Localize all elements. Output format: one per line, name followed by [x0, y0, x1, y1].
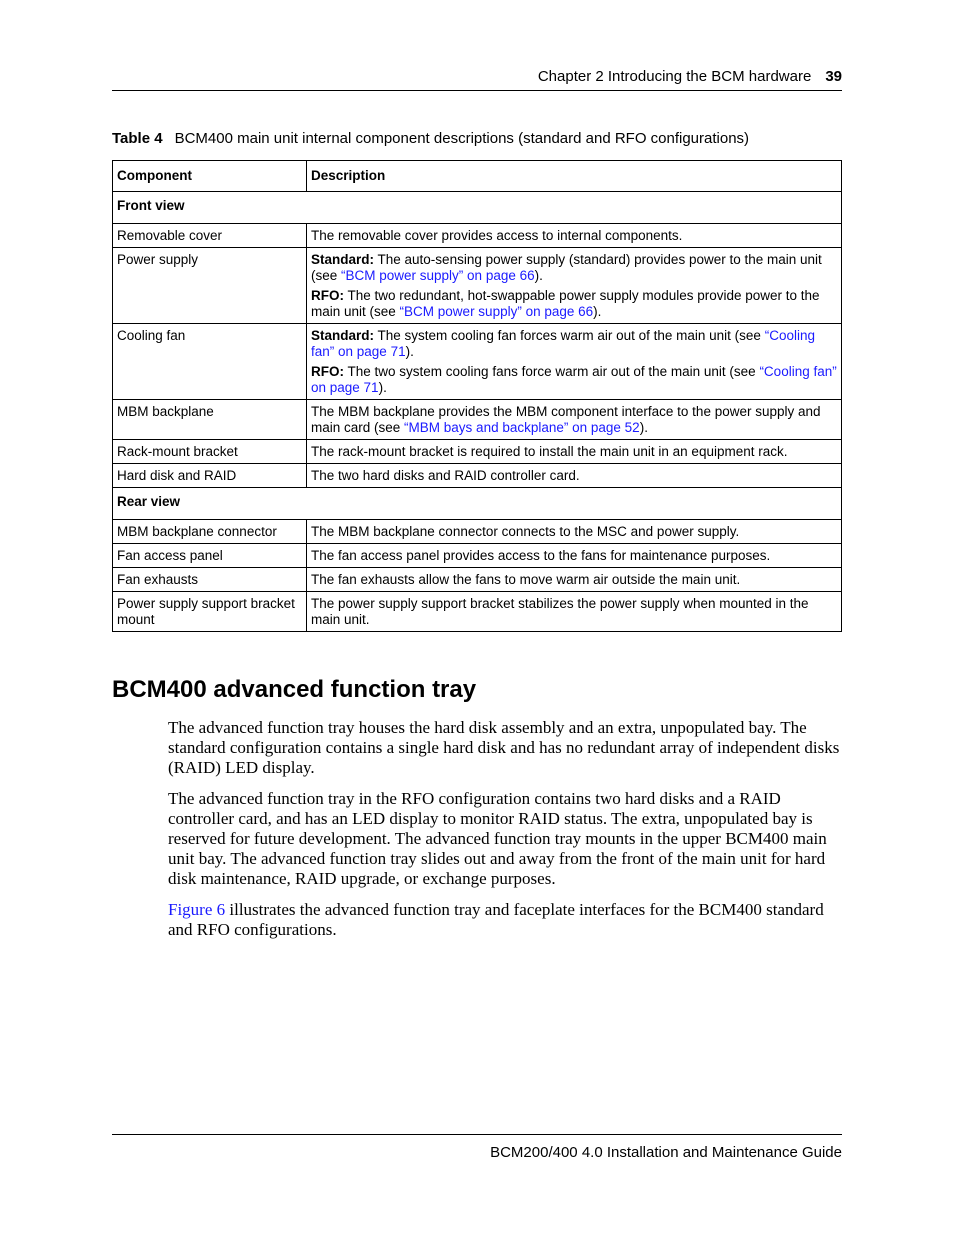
description-text: ).	[378, 380, 387, 395]
front-view-label: Front view	[113, 192, 842, 224]
table-row	[113, 248, 842, 324]
table-row	[113, 324, 842, 400]
table-row	[113, 440, 842, 464]
component-cell: Power supply	[113, 248, 307, 324]
section-row-front-view	[113, 192, 842, 224]
rfo-label: RFO:	[311, 364, 344, 379]
page-header	[112, 68, 842, 91]
paragraph-text: illustrates the advanced function tray and faceplate interfaces for the BCM400 standard and RFO configurations.	[168, 899, 824, 939]
description-text: The MBM backplane provides the MBM component interface to the power supply and main card (see	[311, 404, 821, 435]
table-header-row	[113, 161, 842, 192]
description-cell: The fan access panel provides access to the fans for maintenance purposes.	[307, 544, 842, 568]
paragraph	[168, 900, 848, 940]
description-cell: The fan exhausts allow the fans to move warm air outside the main unit.	[307, 568, 842, 592]
table-row	[113, 568, 842, 592]
component-cell: Power supply support bracket mount	[113, 592, 307, 632]
section-body	[168, 718, 848, 950]
description-text: ).	[405, 344, 414, 359]
table-caption	[112, 130, 749, 147]
column-header-component: Component	[113, 161, 307, 192]
cooling-fan-link[interactable]: “Cooling fan” on page 71	[311, 364, 837, 395]
description-text: ).	[593, 304, 602, 319]
description-text: ).	[534, 268, 543, 283]
standard-label: Standard:	[311, 328, 375, 343]
description-text: The two system cooling fans force warm air out of the main unit (see	[344, 364, 760, 379]
description-cell: The removable cover provides access to internal components.	[307, 224, 842, 248]
description-text: The auto-sensing power supply (standard) provides power to the main unit (see	[311, 252, 822, 283]
description-cell	[307, 400, 842, 440]
description-cell	[307, 248, 842, 324]
table-row	[113, 464, 842, 488]
table-row	[113, 224, 842, 248]
rear-view-label: Rear view	[113, 488, 842, 520]
section-row-rear-view	[113, 488, 842, 520]
power-supply-link[interactable]: “BCM power supply” on page 66	[341, 268, 535, 283]
component-cell: Hard disk and RAID	[113, 464, 307, 488]
standard-label: Standard:	[311, 252, 375, 267]
description-cell: The two hard disks and RAID controller card.	[307, 464, 842, 488]
cooling-fan-link[interactable]: “Cooling fan” on page 71	[311, 328, 815, 359]
component-cell: Fan access panel	[113, 544, 307, 568]
table-row	[113, 592, 842, 632]
column-header-description: Description	[307, 161, 842, 192]
section-heading: BCM400 advanced function tray	[112, 676, 477, 703]
table-row	[113, 544, 842, 568]
component-cell: MBM backplane	[113, 400, 307, 440]
table-label: Table 4	[112, 130, 163, 147]
description-text: ).	[639, 420, 648, 435]
description-cell	[307, 324, 842, 400]
description-text: The two redundant, hot-swappable power supply modules provide power to the main unit (see	[311, 288, 820, 319]
page-footer	[112, 1134, 842, 1161]
description-cell: The rack-mount bracket is required to install the main unit in an equipment rack.	[307, 440, 842, 464]
component-cell: Fan exhausts	[113, 568, 307, 592]
mbm-bays-link[interactable]: “MBM bays and backplane” on page 52	[404, 420, 640, 435]
power-supply-link[interactable]: “BCM power supply” on page 66	[399, 304, 594, 319]
figure-6-link[interactable]: Figure 6	[168, 899, 226, 919]
description-cell: The MBM backplane connector connects to the MSC and power supply.	[307, 520, 842, 544]
chapter-title: Chapter 2 Introducing the BCM hardware	[537, 68, 812, 85]
paragraph: The advanced function tray in the RFO configuration contains two hard disks and a RAID controller card, and has an LED display to monitor RAID status. The extra, unpopulated bay is reserved for future development. The advanced function tray mounts in the upper BCM400 main unit bay. The advanced function tray slides out and away from the front of the main unit for hard disk maintenance, RAID upgrade, or exchange purposes.	[168, 788, 827, 889]
table-caption-text: BCM400 main unit internal component descriptions (standard and RFO configurations)	[174, 130, 750, 147]
table-row	[113, 520, 842, 544]
component-table	[112, 160, 842, 632]
page-number: 39	[825, 68, 842, 85]
guide-title: BCM200/400 4.0 Installation and Maintenance Guide	[490, 1144, 842, 1161]
component-cell: MBM backplane connector	[113, 520, 307, 544]
component-cell: Cooling fan	[113, 324, 307, 400]
paragraph: The advanced function tray houses the hard disk assembly and an extra, unpopulated bay. The standard configuration contains a single hard disk and has no redundant array of independent disks (RAID) LED display.	[168, 718, 840, 778]
table-row	[113, 400, 842, 440]
rfo-label: RFO:	[311, 288, 344, 303]
component-cell: Removable cover	[113, 224, 307, 248]
description-cell: The power supply support bracket stabilizes the power supply when mounted in the main unit.	[307, 592, 842, 632]
component-cell: Rack-mount bracket	[113, 440, 307, 464]
description-text: The system cooling fan forces warm air out of the main unit (see	[374, 328, 765, 343]
